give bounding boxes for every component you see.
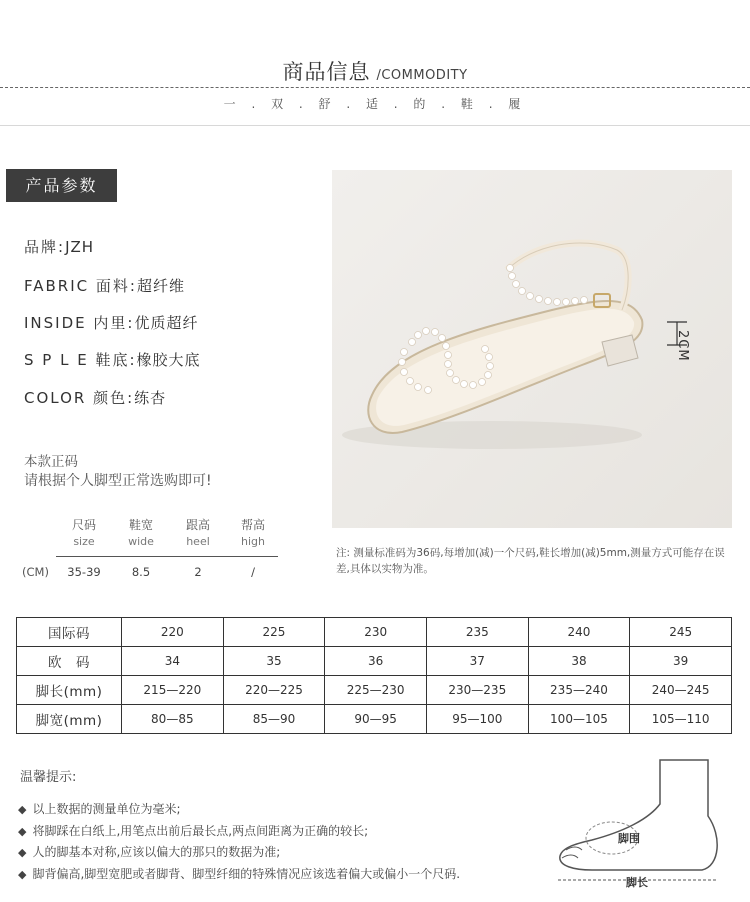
param-value: 超纤维 (136, 277, 185, 295)
table-cell: 225—230 (325, 676, 427, 705)
foot-diagram (552, 756, 722, 888)
table-cell: 230—235 (426, 676, 528, 705)
page-header (0, 56, 750, 86)
mini-col-label-en: wide (128, 535, 154, 548)
table-cell: 230 (325, 618, 427, 647)
table-row (17, 647, 732, 676)
mini-val-wide: 8.5 (131, 565, 151, 579)
param-brand (24, 236, 94, 257)
table-cell: 90—95 (325, 705, 427, 734)
mini-unit: (CM) (22, 565, 49, 579)
section-label: 产品参数 (6, 169, 117, 202)
product-photo (332, 170, 732, 528)
mini-col-high (225, 516, 281, 548)
heel-height-label: 2CM (675, 330, 690, 362)
tip-text: 将脚踩在白纸上,用笔点出前后最长点,两点间距离为正确的较长; (32, 824, 369, 838)
mini-col-label-en: heel (186, 535, 210, 548)
tip-text: 以上数据的测量单位为毫米; (32, 802, 181, 816)
param-value: 橡胶大底 (136, 351, 201, 369)
table-cell: 245 (630, 618, 732, 647)
row-head: 国际码 (17, 618, 122, 647)
tip-item (18, 843, 280, 860)
mini-col-size (56, 516, 112, 548)
mini-col-label: 跟高 (185, 518, 210, 532)
param-sole (24, 349, 201, 370)
tip-item (18, 822, 368, 839)
table-cell: 85—90 (223, 705, 325, 734)
param-value: 练杏 (134, 389, 167, 407)
param-key: FABRIC 面料: (24, 277, 137, 295)
foot-outline-icon (552, 756, 722, 888)
table-cell: 95—100 (426, 705, 528, 734)
tip-text: 人的脚基本对称,应该以偏大的那只的数据为准; (32, 845, 281, 859)
header-divider (0, 87, 750, 88)
table-cell: 240—245 (630, 676, 732, 705)
mini-val-heel: 2 (194, 565, 202, 579)
mini-col-heel (170, 516, 226, 548)
diamond-bullet-icon: ◆ (18, 825, 27, 838)
param-key: COLOR 颜色: (24, 389, 135, 407)
row-head: 欧 码 (17, 647, 122, 676)
table-cell: 225 (223, 618, 325, 647)
size-table (16, 617, 732, 734)
foot-length-label: 脚长 (626, 876, 648, 889)
table-cell: 35 (223, 647, 325, 676)
tips-title: 温馨提示: (20, 770, 77, 785)
table-cell: 38 (528, 647, 630, 676)
param-inside (24, 312, 198, 333)
table-row (17, 618, 732, 647)
row-head: 脚宽(mm) (17, 705, 122, 734)
table-cell: 36 (325, 647, 427, 676)
mini-val-size: 35-39 (67, 565, 101, 579)
param-key: 品牌: (24, 238, 66, 256)
header-title-en: /COMMODITY (376, 68, 468, 83)
table-row (17, 676, 732, 705)
row-head: 脚长(mm) (17, 676, 122, 705)
diamond-bullet-icon: ◆ (18, 803, 27, 816)
mini-col-label-en: size (73, 535, 95, 548)
table-cell: 240 (528, 618, 630, 647)
table-cell: 100—105 (528, 705, 630, 734)
mini-col-wide (113, 516, 169, 548)
diamond-bullet-icon: ◆ (18, 846, 27, 859)
mini-val-high: / (251, 565, 255, 579)
table-cell: 34 (122, 647, 224, 676)
param-value: 优质超纤 (134, 314, 199, 332)
header-subtitle: 一 . 双 . 舒 . 适 . 的 . 鞋 . 履 (223, 97, 527, 111)
tip-item (18, 865, 460, 882)
param-value: JZH (65, 238, 95, 256)
tip-item (18, 800, 181, 817)
param-key: S P L E 鞋底: (24, 351, 137, 369)
param-color (24, 387, 166, 408)
section-divider (0, 125, 750, 126)
table-cell: 235—240 (528, 676, 630, 705)
table-cell: 220 (122, 618, 224, 647)
table-row (17, 705, 732, 734)
table-cell: 37 (426, 647, 528, 676)
table-cell: 39 (630, 647, 732, 676)
table-cell: 235 (426, 618, 528, 647)
sandal-illustration (332, 170, 732, 528)
table-cell: 215—220 (122, 676, 224, 705)
table-cell: 105—110 (630, 705, 732, 734)
param-key: INSIDE 内里: (24, 314, 135, 332)
header-title: 商品信息 (282, 60, 371, 84)
mini-col-label: 鞋宽 (128, 518, 153, 532)
tip-text: 脚背偏高,脚型宽肥或者脚背、脚型纤细的特殊情况应该选着偏大或偏小一个尺码. (32, 867, 461, 881)
mini-col-label: 帮高 (240, 518, 265, 532)
fit-note-text: 请根据个人脚型正常选购即可! (24, 473, 212, 489)
foot-girth-label: 脚围 (618, 832, 640, 845)
fit-note-title: 本款正码 (24, 454, 78, 470)
measure-footnote: 注: 测量标准码为36码,每增加(减)一个尺码,鞋长增加(减)5mm,测量方式可能存在误差,具体以实物为准。 (336, 547, 725, 575)
mini-table-rule (56, 556, 278, 557)
mini-col-label-en: high (241, 535, 265, 548)
mini-col-label: 尺码 (71, 518, 96, 532)
table-cell: 220—225 (223, 676, 325, 705)
diamond-bullet-icon: ◆ (18, 868, 27, 881)
param-fabric (24, 275, 185, 296)
table-cell: 80—85 (122, 705, 224, 734)
